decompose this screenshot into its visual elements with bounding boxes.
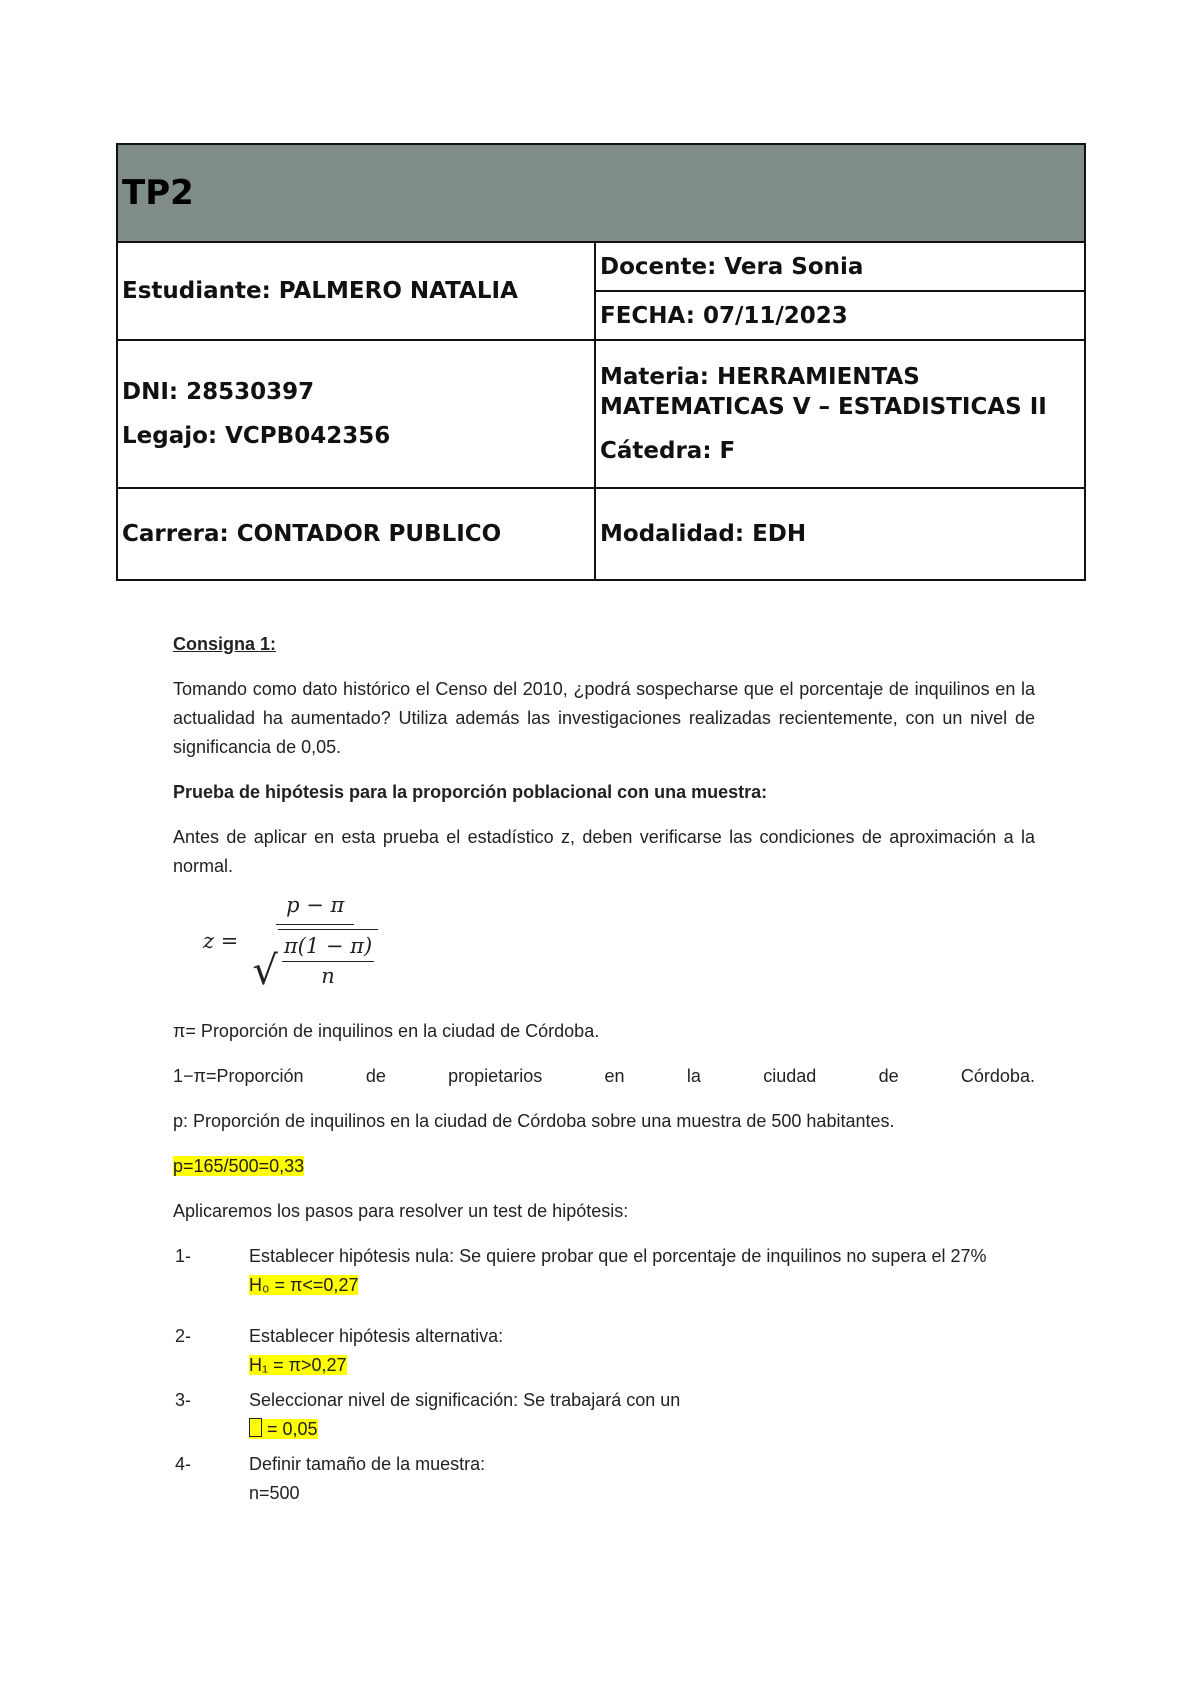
step-number: 1- [175,1246,192,1266]
carrera-cell: Carrera: CONTADOR PUBLICO [117,488,595,580]
header-table [116,143,1086,581]
dni-text: DNI: 28530397 [122,379,315,405]
list-item [173,1242,1035,1300]
materia-text: Materia: HERRAMIENTAS MATEMATICAS V – ESTADISTICAS II [600,364,1047,420]
catedra-text: Cátedra: F [600,438,736,464]
estudiante-cell: Estudiante: PALMERO NATALIA [117,242,595,340]
dni-legajo-cell [117,340,595,488]
p-value: p=165/500=0,33 [173,1156,305,1176]
formula-sqrt [252,929,378,994]
word: ciudad [763,1066,817,1086]
step-extra: n=500 [249,1483,300,1503]
sqrt-icon: √ [252,948,278,994]
step-text: Definir tamaño de la muestra: [249,1454,486,1474]
fecha-cell: FECHA: 07/11/2023 [595,291,1085,340]
pi-definition: π= Proporción de inquilinos en la ciudad de Córdoba. [173,1021,600,1041]
word: de [878,1066,899,1086]
document-body [173,630,1035,1514]
sqrt-body [278,929,378,991]
docente-cell: Docente: Vera Sonia [595,242,1085,291]
consigna-text: Tomando como dato histórico el Censo del 2010, ¿podrá sospecharse que el porcentaje de inquilinos en la actualidad ha aumentado? Utiliza además las investigaciones realizadas recientemente, con un nivel de significancia de 0,05. [173,679,1035,757]
antes-text: Antes de aplicar en esta prueba el estadístico z, deben verificarse las condiciones de aproximación a la normal. [173,827,1035,876]
formula-numerator: p − π [276,891,354,925]
materia-catedra-cell [595,340,1085,488]
step-number: 3- [175,1390,192,1410]
step-number: 4- [175,1454,192,1474]
z-formula [203,891,1035,994]
document-title: TP2 [117,144,1085,242]
formula-inner-denominator: n [321,964,335,988]
word: de [365,1066,386,1086]
formula-inner-numerator: π(1 − π) [282,932,374,962]
step-text: Establecer hipótesis nula: Se quiere probar que el porcentaje de inquilinos no supera el 27% [249,1246,987,1266]
word: propietarios [448,1066,543,1086]
step-text: Seleccionar nivel de significación: Se trabajará con un [249,1390,681,1410]
one-minus-pi-definition [173,1062,1035,1091]
step-number: 2- [175,1326,192,1346]
step-highlight: H₀ = π<=0,27 [249,1275,359,1295]
pasos-intro: Aplicaremos los pasos para resolver un test de hipótesis: [173,1201,629,1221]
formula-lhs: z = [203,928,239,953]
steps-list [173,1242,1035,1508]
alpha-missing-glyph-icon [249,1418,262,1437]
legajo-text: Legajo: VCPB042356 [122,423,391,449]
prueba-title: Prueba de hipótesis para la proporción poblacional con una muestra: [173,782,768,802]
list-item [173,1322,1035,1380]
p-definition: p: Proporción de inquilinos en la ciudad de Córdoba sobre una muestra de 500 habitantes. [173,1111,895,1131]
word: 1−π=Proporción [173,1066,304,1086]
step-text: Establecer hipótesis alternativa: [249,1326,504,1346]
list-item [173,1386,1035,1444]
step-highlight: H₁ = π>0,27 [249,1355,347,1375]
step-highlight: = 0,05 [262,1419,318,1439]
consigna-title: Consigna 1: [173,634,277,654]
word: en [604,1066,625,1086]
modalidad-cell: Modalidad: EDH [595,488,1085,580]
word: la [686,1066,701,1086]
word: Córdoba. [960,1066,1035,1086]
formula-fraction [252,891,378,994]
list-item [173,1450,1035,1508]
